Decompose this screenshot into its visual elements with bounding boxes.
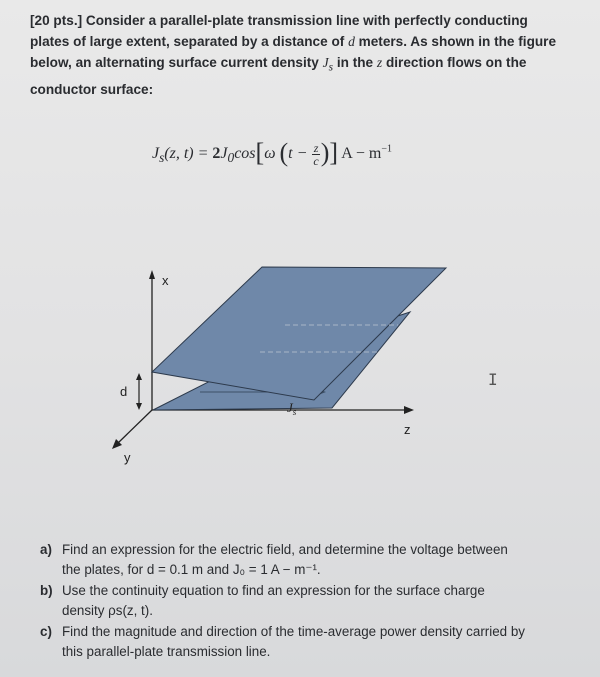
intro-line-2b: meters. As shown in the figure xyxy=(358,34,557,49)
intro-line-3a: below, an alternating surface current density xyxy=(30,55,319,70)
question-b xyxy=(40,581,530,621)
question-c xyxy=(40,622,530,662)
z-axis-label: z xyxy=(404,422,411,437)
separation-arrow-down-icon xyxy=(136,403,142,410)
points-label: [20 pts.] xyxy=(30,13,83,28)
problem-statement xyxy=(30,10,570,100)
intro-line-4: conductor surface: xyxy=(30,81,154,97)
x-axis-arrow-icon xyxy=(149,270,155,279)
current-density-equation: $J_s(z$, $t) = 2J_0\cos[\omega$ (t − $\frac{z}{c}$ )] $A - m^{-1}$ xyxy=(152,138,392,168)
z-axis-arrow-icon xyxy=(404,406,414,414)
question-letter: c) xyxy=(40,624,52,639)
question-a xyxy=(40,540,530,580)
question-letter: b) xyxy=(40,583,53,598)
question-text: Find the magnitude and direction of the time-average power density carried by this parallel-plate transmission line. xyxy=(62,624,525,659)
separation-arrow-up-icon xyxy=(136,373,142,380)
var-d: d xyxy=(348,34,355,49)
y-axis-line xyxy=(118,410,152,443)
intro-line-3c: direction flows on the xyxy=(385,55,527,70)
current-density-label: $J_s$ xyxy=(287,400,297,417)
var-z: z xyxy=(376,55,383,70)
intro-line-3b: in the xyxy=(336,55,374,70)
question-letter: a) xyxy=(40,542,52,557)
parallel-plate-figure xyxy=(0,240,600,480)
separation-label: d xyxy=(120,384,128,399)
question-text: Use the continuity equation to find an expression for the surface charge density ρs(z, t). xyxy=(62,583,485,618)
intro-line-1: Consider a parallel-plate transmission line with perfectly conducting xyxy=(85,13,528,28)
upper-plate xyxy=(152,267,446,400)
y-axis-label: y xyxy=(124,450,131,465)
var-js: $J_s$ xyxy=(322,55,334,74)
x-axis-label: x xyxy=(162,273,169,288)
text-cursor-icon: I xyxy=(488,370,498,389)
question-text: Find an expression for the electric field, and determine the voltage between the plates, for d = 0.1 m and J₀ = 1 A − m⁻¹. xyxy=(62,542,508,577)
question-list xyxy=(40,540,530,663)
intro-line-2a: plates of large extent, separated by a distance of xyxy=(30,34,345,49)
